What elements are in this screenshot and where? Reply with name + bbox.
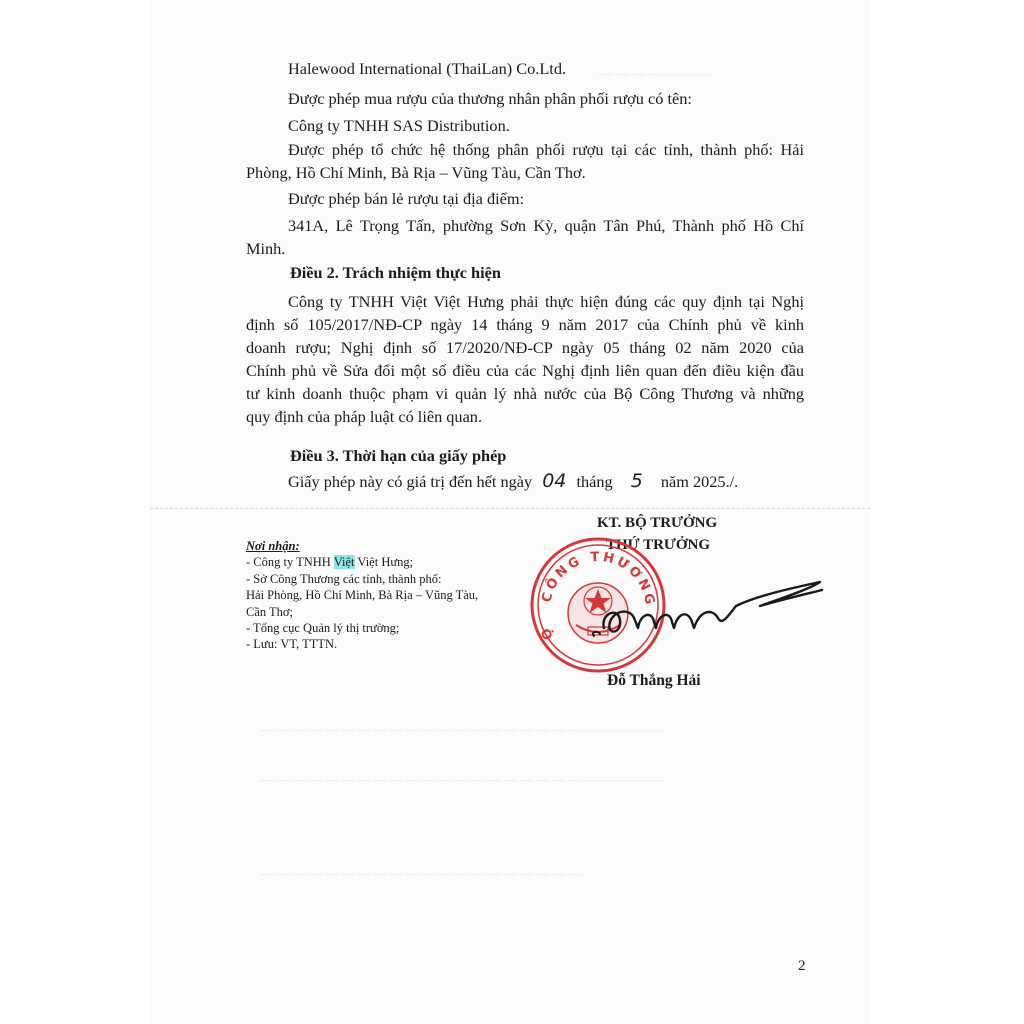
- recipient-item: Hải Phòng, Hồ Chí Minh, Bà Rịa – Vũng Tàu,: [246, 588, 479, 603]
- article-2-text: Công ty TNHH Việt Việt Hưng phải thực hiện đúng các quy định tại Nghị: [288, 292, 804, 311]
- article-2-text: định số 105/2017/NĐ-CP ngày 14 tháng 9 năm 2017 của Chính phủ về kinh: [246, 315, 804, 334]
- show-through-ghost: — — — — — — — — — — — — — — — — — — — — — — — — —: [260, 772, 663, 787]
- show-through-ghost: — — — — — — —: [600, 66, 711, 81]
- article-2-text: tư kinh doanh thuộc phạm vi quản lý nhà nước của Bộ Công Thương và những: [246, 384, 804, 403]
- page-number: 2: [798, 958, 806, 974]
- distribution-permission-line: Được phép tổ chức hệ thống phân phối rượu tại các tỉnh, thành phố: Hải: [288, 140, 804, 159]
- recipients-title: Nơi nhận:: [246, 539, 300, 553]
- validity-text: Giấy phép này có giá trị đến hết ngày: [288, 472, 533, 491]
- recipient-item: - Sở Công Thương các tỉnh, thành phố:: [246, 571, 442, 586]
- retail-address-cont: Minh.: [246, 239, 286, 258]
- distribution-provinces-line: Phòng, Hồ Chí Minh, Bà Rịa – Vũng Tàu, Cần Thơ.: [246, 163, 586, 182]
- handwritten-month: 5: [630, 470, 643, 492]
- signer-name: Đỗ Thắng Hải: [607, 672, 701, 689]
- article-2-text: doanh rượu; Nghị định số 17/2020/NĐ-CP ngày 05 tháng 02 năm 2020 của: [246, 338, 804, 357]
- validity-year: năm 2025./.: [660, 472, 739, 491]
- handwritten-day: 04: [542, 470, 567, 492]
- recipient-item: - Tổng cục Quản lý thị trường;: [246, 621, 400, 636]
- distributor-name-line: Công ty TNHH SAS Distribution.: [288, 116, 510, 135]
- recipient-item: - Công ty TNHH Việt Việt Hưng;: [246, 555, 414, 570]
- company-name-line: Halewood International (ThaiLan) Co.Ltd.: [288, 59, 567, 78]
- validity-month-label: tháng: [576, 472, 613, 491]
- retail-address-line: 341A, Lê Trọng Tấn, phường Sơn Kỳ, quận Tân Phú, Thành phố Hồ Chí: [288, 216, 804, 235]
- seal-letter: Ộ: [538, 625, 557, 642]
- show-through-ghost: — — — — — — — — — — — — — — — — — — — —: [260, 866, 582, 881]
- recipients-block: [246, 538, 478, 653]
- page-fold-line: [150, 508, 870, 509]
- validity-line: [288, 470, 738, 493]
- article-2-text: quy định của pháp luật có liên quan.: [246, 407, 483, 426]
- signer-title-2: THỨ TRƯỞNG: [606, 537, 711, 553]
- seal-text: CÔNG THƯƠNG: [539, 549, 658, 609]
- article-3-heading: Điều 3. Thời hạn của giấy phép: [290, 446, 507, 465]
- handwritten-signature: [560, 570, 830, 650]
- article-2-text: Chính phủ về Sửa đổi một số điều của các Nghị định liên quan đến điều kiện đầu: [246, 361, 804, 380]
- recipient-item: - Lưu: VT, TTTN.: [246, 637, 338, 652]
- signer-title-1: KT. BỘ TRƯỞNG: [597, 515, 718, 531]
- show-through-ghost: — — — — — — — — — — — — — — — — — — — — — — — — —: [260, 722, 663, 737]
- purchase-permission-line: Được phép mua rượu của thương nhân phân phối rượu có tên:: [288, 89, 692, 108]
- article-2-heading: Điều 2. Trách nhiệm thực hiện: [290, 263, 501, 282]
- recipient-item: Cần Thơ;: [246, 604, 294, 619]
- retail-permission-line: Được phép bán lẻ rượu tại địa điểm:: [288, 189, 525, 208]
